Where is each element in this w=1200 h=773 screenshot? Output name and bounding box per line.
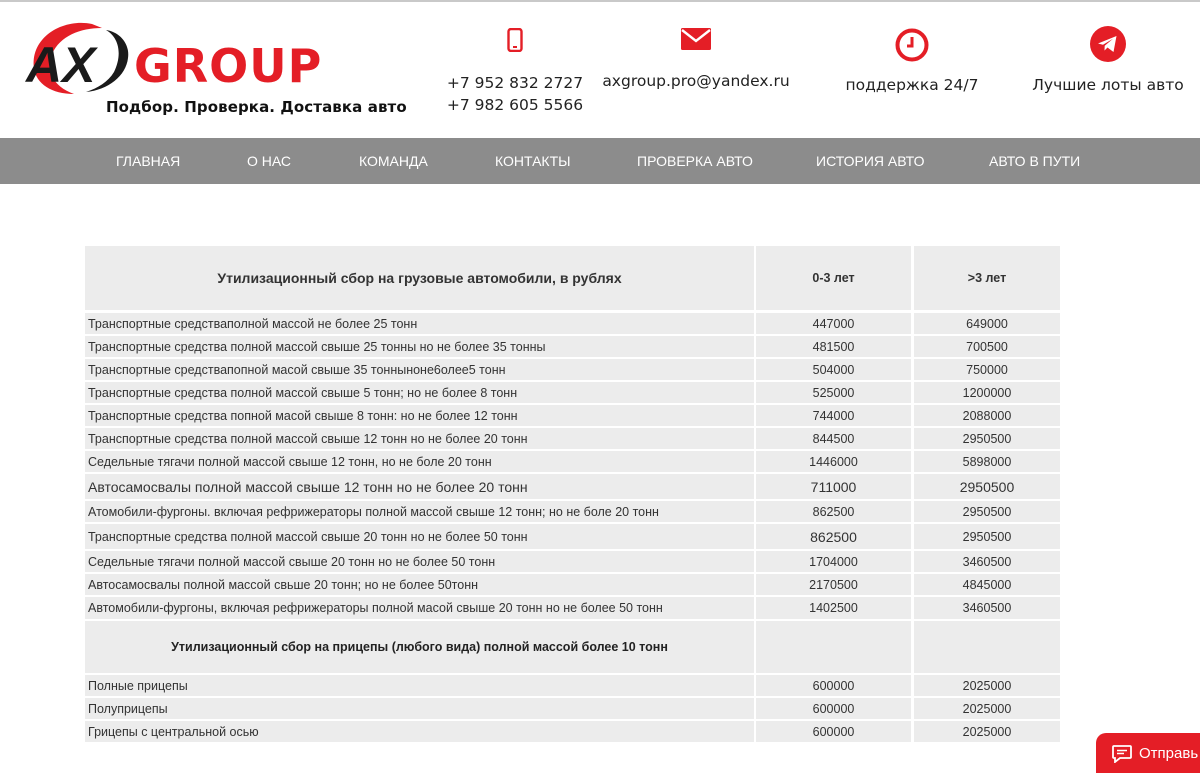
table-row xyxy=(85,501,1060,524)
table-row xyxy=(85,405,1060,428)
table-row xyxy=(85,698,1060,721)
table-header-row xyxy=(85,246,1060,312)
row-value-new: 844500 xyxy=(812,431,855,446)
nav-item-check[interactable]: ПРОВЕРКА АВТО xyxy=(637,153,753,169)
row-value-old: 649000 xyxy=(966,316,1008,331)
table-row xyxy=(85,675,1060,698)
send-message-button[interactable] xyxy=(1096,733,1200,773)
nav-item-history[interactable]: ИСТОРИЯ АВТО xyxy=(816,153,925,169)
row-value-old: 750000 xyxy=(966,362,1008,377)
row-value-new: 1704000 xyxy=(809,554,858,569)
email-address[interactable]: axgroup.pro@yandex.ru xyxy=(602,72,790,90)
row-label: Автомобили-фургоны, включая рефрижераторы полной масой свыше 20 тонн но не более 50 тонн xyxy=(88,601,663,615)
nav-item-in-transit[interactable]: АВТО В ПУТИ xyxy=(989,153,1081,169)
logo[interactable] xyxy=(22,16,407,126)
table-title: Утилизационный сбор на грузовые автомобили, в рублях xyxy=(217,270,622,286)
row-label: Атомобили-фургоны. включая рефрижераторы полной массой свыше 12 тонн; но не боле 20 тонн xyxy=(88,504,659,519)
row-value-old: 2025000 xyxy=(962,724,1012,739)
phone-contact[interactable] xyxy=(440,28,590,116)
row-label: Седельные тягачи полной массой свыше 20 тонн но не более 50 тонн xyxy=(88,554,496,569)
row-value-old: 4845000 xyxy=(962,577,1012,592)
table-row xyxy=(85,474,1060,501)
row-value-new: 504000 xyxy=(812,362,855,377)
row-value-old: 2950500 xyxy=(962,504,1012,519)
table-row xyxy=(85,359,1060,382)
logo-slogan: Подбор. Проверка. Доставка авто xyxy=(106,98,407,116)
row-value-new: 744000 xyxy=(812,408,855,423)
table-row xyxy=(85,597,1060,621)
envelope-icon xyxy=(681,28,711,50)
support-text: поддержка 24/7 xyxy=(845,76,979,94)
clock-icon xyxy=(895,28,929,62)
phone-number-2[interactable]: +7 982 605 5566 xyxy=(446,96,584,114)
table-row xyxy=(85,524,1060,551)
row-value-old: 2025000 xyxy=(962,701,1012,716)
row-value-old: 2950500 xyxy=(962,529,1012,544)
row-label: Автосамосвалы полной массой свьше 20 тонн; но не более 50тонн xyxy=(88,577,479,592)
svg-text:AX: AX xyxy=(26,37,96,93)
row-label: Транспортные средства полной массой свыше 5 тонн; но не более 8 тонн xyxy=(88,385,518,400)
table-row xyxy=(85,336,1060,359)
table-row xyxy=(85,574,1060,597)
row-value-old: 2950500 xyxy=(959,478,1015,495)
col-header-0-3: 0-3 лет xyxy=(812,271,855,285)
row-value-old: 3460500 xyxy=(962,601,1012,615)
row-label: Полные прицепы xyxy=(88,678,188,693)
phone-number-1[interactable]: +7 952 832 2727 xyxy=(446,74,584,92)
support-contact xyxy=(842,28,982,96)
row-value-new: 600000 xyxy=(812,678,855,693)
row-label: Транспортные средства полной массой свыше 20 тонн но не более 50 тонн xyxy=(88,529,528,544)
row-label: Полуприцепы xyxy=(88,701,168,716)
row-value-old: 1200000 xyxy=(962,385,1012,400)
telegram-text[interactable]: Лучшие лоты авто xyxy=(1032,76,1184,94)
row-value-old: 5898000 xyxy=(962,454,1012,469)
logo-mark xyxy=(22,16,402,96)
row-value-new: 862500 xyxy=(812,504,855,519)
nav-item-about[interactable]: О НАС xyxy=(247,153,292,169)
row-label: Автосамосвалы полной массой свыше 12 тонн но не более 20 тонн xyxy=(88,478,528,495)
phone-icon xyxy=(507,28,523,52)
row-value-new: 600000 xyxy=(812,701,855,716)
main-nav xyxy=(0,138,1200,184)
svg-text:GROUP: GROUP xyxy=(134,39,323,93)
telegram-contact[interactable] xyxy=(1030,26,1186,96)
row-label: Транспортные средствапопной масой свыше 35 тонныноне6олее5 тонн xyxy=(88,362,506,377)
nav-item-home[interactable]: ГЛАВНАЯ xyxy=(116,153,181,169)
table-row xyxy=(85,451,1060,474)
row-value-new: 481500 xyxy=(812,339,855,354)
row-value-old: 2025000 xyxy=(962,678,1012,693)
row-label: Транспортные средства попной масой свыше 8 тонн: но не более 12 тонн xyxy=(88,408,518,423)
row-value-old: 2950500 xyxy=(962,431,1012,446)
row-value-new: 1446000 xyxy=(809,454,858,469)
telegram-icon xyxy=(1090,26,1126,62)
row-value-new: 2170500 xyxy=(809,577,858,592)
row-value-old: 700500 xyxy=(966,339,1008,354)
table-row xyxy=(85,721,1060,744)
table-row xyxy=(85,382,1060,405)
row-value-new: 1402500 xyxy=(809,601,858,615)
row-value-new: 711000 xyxy=(810,478,857,495)
site-header xyxy=(0,2,1200,138)
row-label: Транспортные средства полной массой свыше 25 тонны но не более 35 тонны xyxy=(88,339,546,354)
nav-item-team[interactable]: КОМАНДА xyxy=(359,153,428,169)
row-value-old: 3460500 xyxy=(962,554,1012,569)
chat-icon xyxy=(1112,745,1132,763)
nav-item-contacts[interactable]: КОНТАКТЫ xyxy=(495,153,571,169)
send-message-label: Отправь xyxy=(1139,745,1199,762)
row-label: Седельные тягачи полной массой свыше 12 тонн, но не боле 20 тонн xyxy=(88,454,492,469)
row-label: Транспортные средства полной массой свыше 12 тонн но не более 20 тонн xyxy=(88,431,528,446)
row-value-old: 2088000 xyxy=(962,408,1012,423)
row-value-new: 862500 xyxy=(810,528,857,545)
email-contact[interactable] xyxy=(600,28,792,92)
row-label: Грицепы с центральной осью xyxy=(88,724,259,739)
row-value-new: 600000 xyxy=(812,724,855,739)
table-row xyxy=(85,551,1060,574)
table-row xyxy=(85,428,1060,451)
row-value-new: 525000 xyxy=(812,385,855,400)
trailer-section-title: Утилизационный сбор на прицепы (любого вида) полной массой более 10 тонн xyxy=(171,640,668,654)
row-value-new: 447000 xyxy=(812,316,855,331)
table-subheader-row xyxy=(85,621,1060,675)
row-label: Транспортные средстваполной массой не более 25 тонн xyxy=(88,316,418,331)
col-header-3plus: >3 лет xyxy=(967,271,1007,285)
table-row xyxy=(85,313,1060,336)
